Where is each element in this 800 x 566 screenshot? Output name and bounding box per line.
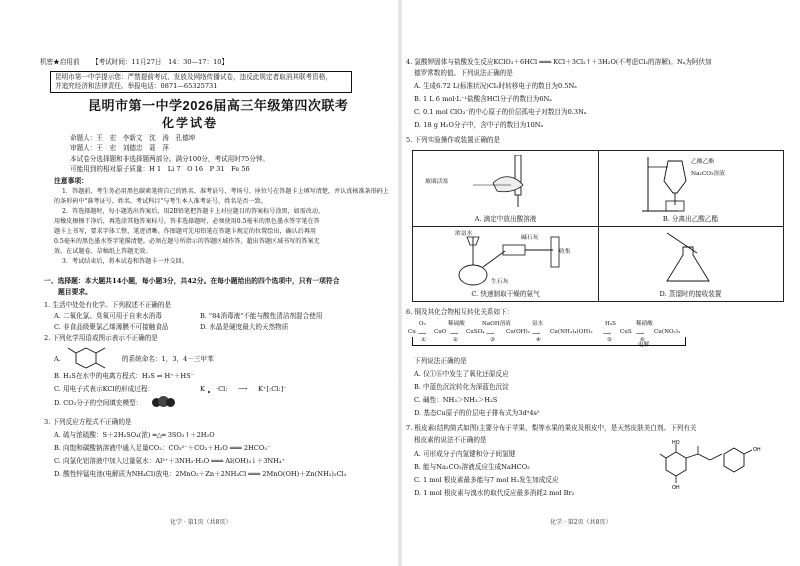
q3-option-b: B. 向饱和碳酸钠溶液中通入足量CO₂：CO₃²⁻＋CO₂＋H₂O ═══ 2HCO₃⁻ bbox=[54, 444, 271, 452]
q7-option-a: A. 可形成分子内氢键和分子间氢键 bbox=[414, 450, 516, 458]
q2-option-a: 的系统命名：1，3，4－三甲苯 bbox=[122, 355, 214, 363]
label-glass-stopcock: 玻璃活塞 bbox=[425, 179, 449, 185]
q2-option-d: D. CO₂分子的空间填充模型： bbox=[54, 399, 143, 407]
reagent-dilute-h2so4: 稀硫酸 bbox=[448, 321, 465, 327]
q4-stem-2: 德罗常数的值。下列说法正确的是 bbox=[414, 69, 513, 77]
info-line-1: 本试卷分选择题和非选择题两部分。满分100分，考试用时75分钟。 bbox=[70, 155, 270, 163]
notice-box bbox=[50, 71, 352, 93]
page-2 bbox=[400, 0, 800, 566]
secret-label: 机密★启用前 bbox=[40, 58, 80, 66]
q4-option-b: B. 1 L 6 mol·L⁻¹盐酸含HCl分子的数目为6Nₐ bbox=[414, 95, 552, 103]
kcl-product: K⁺[:Cl:]⁻ bbox=[258, 385, 287, 393]
page-subtitle: 化学试卷 bbox=[162, 116, 219, 130]
mark-6: ⑥ bbox=[640, 337, 646, 343]
reagent-ammonia: 氨水 bbox=[532, 321, 544, 327]
svg-text:OH: OH bbox=[672, 485, 680, 490]
q5-stem: 5. 下列实验操作或装置正确的是 bbox=[406, 136, 501, 144]
q2-option-a-letter: A. bbox=[54, 355, 61, 363]
arrow-5: ⟶ bbox=[603, 331, 612, 337]
svg-text:OH: OH bbox=[753, 447, 761, 453]
label-ethyl-acetate: 乙酸乙酯 bbox=[691, 159, 715, 165]
q5-apparatus-grid bbox=[412, 150, 784, 302]
q1-option-b: B. "84消毒液"不能与酸性清洁剂混合使用 bbox=[200, 312, 323, 320]
mark-3: ③ bbox=[490, 337, 496, 343]
q5-option-c: C. 快速制取干燥的氨气 bbox=[471, 290, 540, 298]
arrow-1: ⟶ bbox=[418, 331, 427, 337]
section-1-heading: 一、选择题：本大题共14小题，每小题3分，共42分。在每小题给出的四个选项中，只有一项符合 bbox=[44, 277, 340, 285]
exam-time: 【考试时间：11月27日 14：30—17：10】 bbox=[92, 58, 229, 66]
q5-option-b: B. 分离出乙酸乙酯 bbox=[662, 215, 719, 223]
mark-1: ① bbox=[421, 337, 427, 343]
q6-option-b: B. 中蓝色沉淀转化为深蓝色沉淀 bbox=[414, 383, 509, 391]
conical-flask-drawing bbox=[653, 231, 723, 289]
notes-title: 注意事项： bbox=[54, 177, 88, 185]
reagent-o2: O₂ bbox=[419, 321, 426, 327]
reaction-arrow: ⟶ bbox=[238, 385, 248, 393]
page-footer-1: 化学 · 第1页（共8页） bbox=[170, 519, 232, 526]
note-1: 1．答题前，考生务必用黑色碳素笔将自己的姓名、准考证号、考场号、座位号在答题卡上填写清楚，并认真核准条形码上 bbox=[62, 188, 389, 195]
chain-cuso4: CuSO₄ bbox=[466, 329, 485, 335]
q3-option-d: D. 酸性锌锰电池(电解质为NH₄Cl)放电：2MnO₂＋Zn＋2NH₄Cl ═══ 2MnO(OH)＋Zn(NH₃)₂Cl₂ bbox=[54, 470, 347, 478]
q4-stem-1: 4. 氯酸钾固体与盐酸发生反应KClO₃＋6HCl ═══ KCl＋3Cl₂↑＋3H₂O(不考虑Cl₂的溶解)。Nₐ为阿伏加 bbox=[406, 58, 712, 66]
page-title: 昆明市第一中学2026届高三年级第四次联考 bbox=[88, 98, 349, 113]
label-collect: 收集 bbox=[559, 249, 571, 255]
note-1b: 的条形码中"准考证号、姓名、考试科目"与考生本人准考证号、姓名是否一致。 bbox=[54, 198, 267, 205]
q1-option-a: A. 二氧化氯、臭氧可用于自来水消毒 bbox=[54, 312, 162, 320]
note-2b: 用橡皮擦擦干净后，再选涂其他答案标号。答非选择题时，必须使用0.5毫米的黑色墨水签字笔在答 bbox=[54, 218, 320, 225]
notice-line-1: 昆明市第一中学提示您：严禁提前考试、发放及网络传播试卷，违反此规定者取消其联考资格， bbox=[55, 73, 332, 81]
staff-line-2: 审题人：王 宏 刘德忠 聂 萍 bbox=[70, 144, 169, 152]
chain-cu: Cu bbox=[408, 329, 416, 335]
q6-option-d: D. 基态Cu原子的价层电子排布式为3d⁹4s² bbox=[414, 409, 540, 417]
reagent-h2s: H₂S bbox=[605, 321, 616, 327]
ammonia-apparatus-drawing bbox=[443, 231, 583, 289]
q7-stem-2: 根皮素的说法不正确的是 bbox=[414, 436, 487, 444]
burette-hand-drawing bbox=[453, 155, 573, 213]
note-2c: 题卡上书写，要求字体工整、笔迹清晰。作图题可先用铅笔在答题卡规定的位置绘出，确认后再用 bbox=[54, 228, 317, 235]
q6-option-c: C. 碱性：NH₃＞NH₃＞H₂S bbox=[414, 396, 498, 404]
electron-dots-icon bbox=[207, 387, 211, 396]
q6-sub-stem: 下列说法正确的是 bbox=[414, 357, 467, 365]
mark-5: ⑤ bbox=[607, 337, 613, 343]
note-2: 2．答选择题时，每小题选出答案后，用2B铅笔把答题卡上对应题目的答案标号涂黑，如需改动， bbox=[62, 208, 325, 215]
q2-option-c: C. 用电子式表示KCl的形成过程： bbox=[54, 385, 155, 393]
notice-line-2: 并追究经济和法律责任。举报电话：0871—65325731 bbox=[55, 82, 218, 90]
q5-option-a: A. 滴定中放出酸溶液 bbox=[474, 215, 537, 223]
grid-divider-h bbox=[413, 226, 783, 227]
chain-cuoh2: Cu(OH)₂ bbox=[506, 329, 530, 335]
q2-stem: 2. 下列化学用语或图示表示不正确的是 bbox=[44, 334, 158, 342]
q7-option-d: D. 1 mol 根皮素与溴水的取代反应最多消耗2 mol Br₂ bbox=[414, 489, 575, 497]
section-1-heading-b: 题目要求。 bbox=[58, 288, 92, 296]
label-conc-ammonia: 浓氨水 bbox=[455, 231, 473, 237]
arrow-6: ⟶ bbox=[636, 331, 645, 337]
label-soda-lime: 碱石灰 bbox=[521, 235, 539, 241]
q7-option-b: B. 能与Na₂CO₃溶液反应生成NaHCO₃ bbox=[414, 463, 530, 471]
q4-option-d: D. 18 g H₂O分子中，含中子的数目为10Nₐ bbox=[414, 121, 544, 129]
arrow-2: ⟶ bbox=[450, 331, 459, 337]
chain-cuno32: Cu(NO₃)₂ bbox=[654, 329, 681, 335]
co2-space-filling-icon bbox=[152, 396, 175, 410]
label-na2co3: Na₂CO₃溶液 bbox=[691, 171, 725, 177]
chain-cuo: CuO bbox=[434, 329, 447, 335]
mark-2: ② bbox=[453, 337, 459, 343]
q5-option-d: D. 蒸馏时的接收装置 bbox=[659, 290, 722, 298]
q4-option-c: C. 0.1 mol ClO₃⁻的中心原子的价层孤电子对数目为0.3Nₐ bbox=[414, 108, 587, 116]
q3-stem: 3. 下列反应方程式不正确的是 bbox=[44, 418, 132, 426]
kcl-k-atom: K bbox=[200, 385, 205, 393]
q7-option-c: C. 1 mol 根皮素最多能与7 mol H₂发生加成反应 bbox=[414, 476, 559, 484]
q4-option-a: A. 生成6.72 L(标准状况)Cl₂时转移电子的数目为0.5Nₐ bbox=[414, 82, 577, 90]
reagent-electrolysis: 电解 bbox=[638, 342, 650, 348]
note-2e: 效，在试题卷、草稿纸上答题无效。 bbox=[54, 248, 152, 255]
arrow-4: ⟶ bbox=[532, 331, 541, 337]
copper-conversion-chain bbox=[408, 317, 793, 351]
info-line-2: 可能用到的相对原子质量：H 1 Li 7 O 16 P 31 Fe 56 bbox=[70, 165, 250, 173]
note-2d: 0.5毫米的黑色墨水签字笔描清楚。必须在题号所指示的答题区域作答，超出答题区域书写的答案无 bbox=[54, 238, 320, 245]
chain-cus: CuS bbox=[620, 329, 632, 335]
mark-4: ④ bbox=[536, 337, 542, 343]
page-footer-2: 化学 · 第2页（共8页） bbox=[550, 519, 612, 526]
staff-line-1: 命题人：王 宏 李新文 沈 涛 孔德坤 bbox=[70, 134, 196, 142]
q6-stem: 6. 铜及其化合物相互转化关系如下： bbox=[406, 308, 514, 316]
arrow-3: ⟶ bbox=[486, 331, 495, 337]
q3-option-c: C. 向氯化铝溶液中加入过量氨水：Al³⁺＋3NH₃·H₂O ═══ Al(OH)₃↓＋3NH₄⁺ bbox=[54, 457, 286, 465]
reagent-naoh: NaOH溶液 bbox=[482, 321, 511, 327]
q1-option-c: C. 非食品级聚氯乙烯薄膜不可接触食品 bbox=[54, 323, 169, 331]
q7-stem-1: 7. 根皮素(结构简式如图)主要分布于苹果、梨等水果的果皮及根皮中，是天然皮肤美白剂。下列有关 bbox=[406, 424, 697, 432]
q2-option-b: B. H₂S在水中的电离方程式：H₂S ⇌ H⁺＋HS⁻ bbox=[54, 372, 195, 380]
note-3: 3．考试结束后，将本试卷和答题卡一并交回。 bbox=[62, 258, 188, 265]
phloretin-structure bbox=[658, 440, 786, 490]
q3-option-a: A. 硫与浓硫酸：S＋2H₂SO₄(浓) ═△═ 3SO₂↑＋2H₂O bbox=[54, 431, 215, 439]
q1-stem: 1. 生活中处处有化学。下列叙述不正确的是 bbox=[44, 301, 172, 309]
trimethylbenzene-structure bbox=[64, 342, 120, 372]
chain-cu-nh3-complex: Cu(NH₃)₄(OH)₂ bbox=[550, 329, 593, 335]
reagent-dilute-hno3: 稀硝酸 bbox=[636, 321, 653, 327]
cl-atom-icon: ·Cl: bbox=[216, 385, 228, 393]
svg-text:HO: HO bbox=[672, 440, 680, 446]
q6-option-a: A. 仅①⑥中发生了氧化还原反应 bbox=[414, 370, 509, 378]
label-quicklime: 生石灰 bbox=[491, 279, 509, 285]
q1-option-d: D. 水晶是硬度最大的天然物质 bbox=[200, 323, 289, 331]
